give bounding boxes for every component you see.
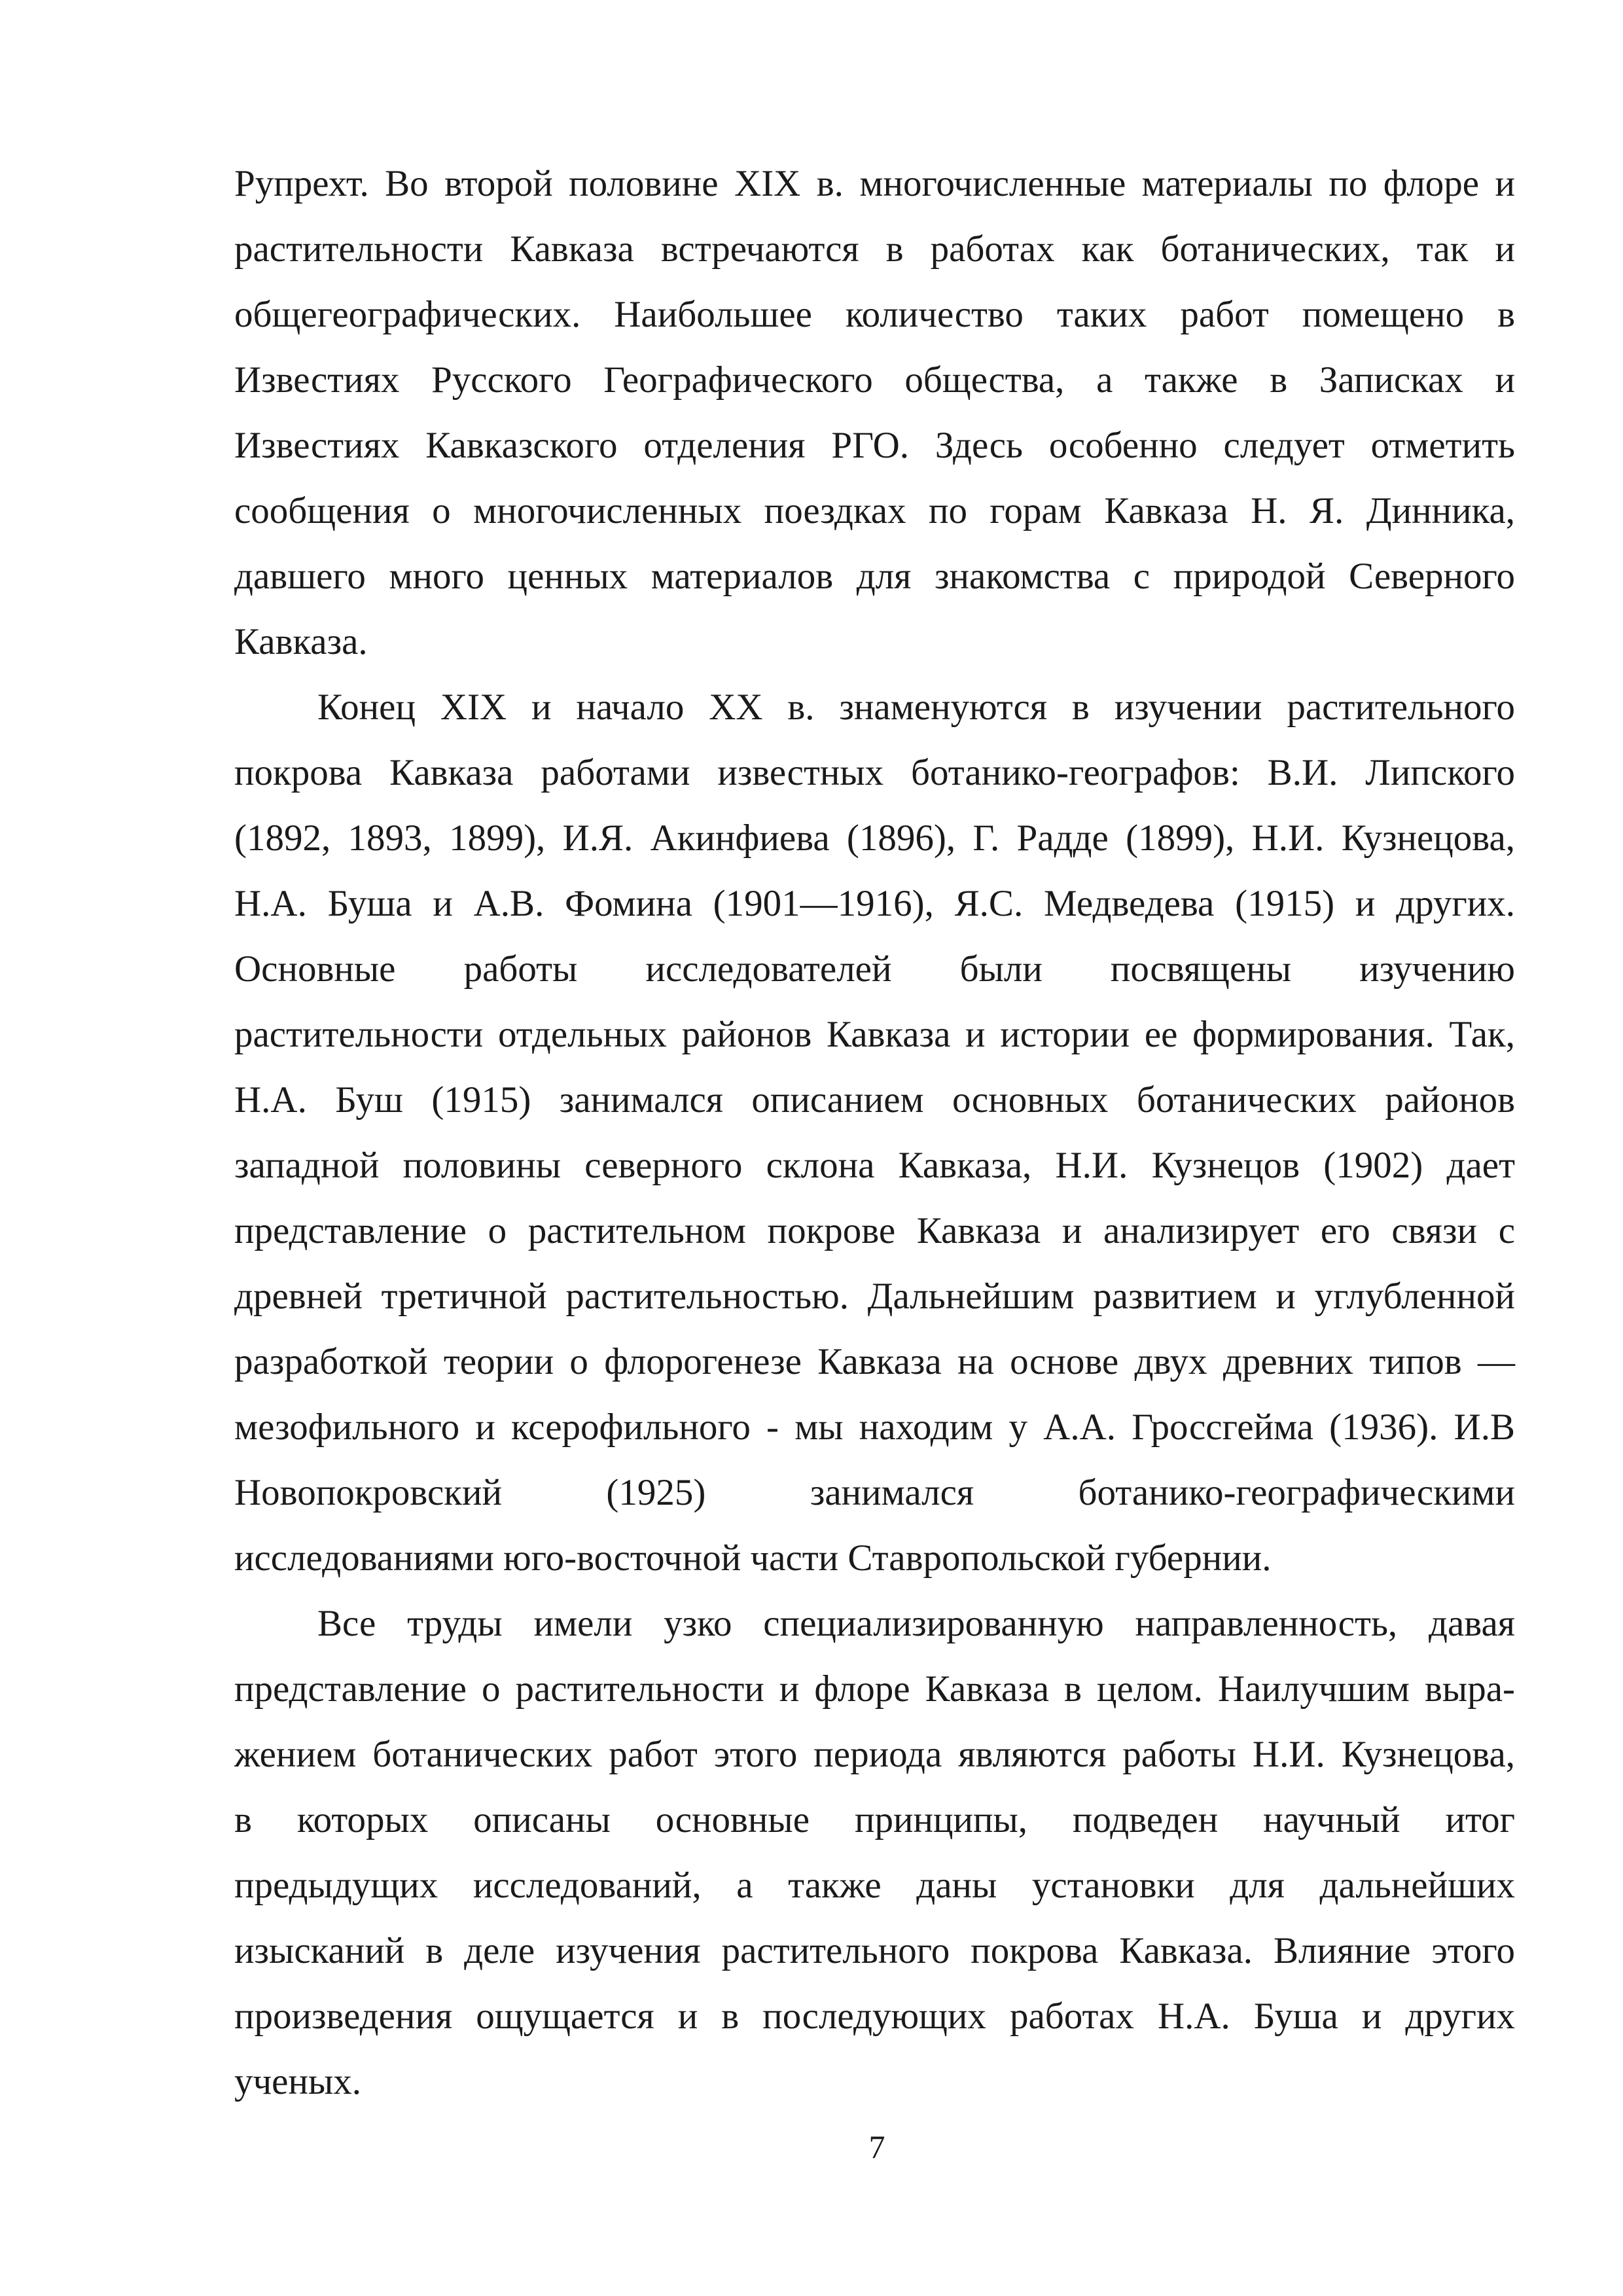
text-line: сообщения о многочисленных поездках по горам Кавказа Н. Я. Динника, (234, 490, 1515, 531)
text-line: Новопокровский (1925) занимался ботанико-географическими (234, 1472, 1515, 1513)
text-line: покрова Кавказа работами известных ботанико-географов: В.И. Липского (234, 752, 1515, 793)
text-line: давшего много ценных материалов для знакомства с природой Северного (234, 556, 1515, 597)
text-line: произведения ощущается и в последующих работах Н.А. Буша и других (234, 1996, 1515, 2037)
text-line: изысканий в деле изучения растительного покрова Кавказа. Влияние этого (234, 1930, 1515, 1971)
text-line: предыдущих исследований, а также даны установки для дальнейших (234, 1865, 1515, 1906)
text-line: растительности Кавказа встречаются в работах как ботанических, так и (234, 228, 1515, 270)
paragraph-first-line: Все труды имели узко специализированную направленность, давая (317, 1603, 1515, 1644)
paragraph-first-line: Конец XIX и начало XX в. знаменуются в изучении растительного (317, 687, 1515, 728)
text-line: (1892, 1893, 1899), И.Я. Акинфиева (1896), Г. Радде (1899), Н.И. Кузнецова, (234, 817, 1515, 859)
text-line: Известиях Русского Географического общества, а также в Записках и (234, 359, 1515, 401)
text-line: общегеографических. Наибольшее количество таких работ помещено в (234, 294, 1515, 335)
page-number: 7 (868, 2128, 885, 2165)
text-line: Н.А. Буш (1915) занимался описанием основных ботанических районов (234, 1079, 1515, 1121)
text-line: Н.А. Буша и А.В. Фомина (1901—1916), Я.С. Медведева (1915) и других. (234, 883, 1515, 924)
text-line: Известиях Кавказского отделения РГО. Здесь особенно следует отметить (234, 425, 1515, 466)
text-line: представление о растительном покрове Кавказа и анализирует его связи с (234, 1210, 1515, 1251)
text-line: жением ботанических работ этого периода являются работы Н.И. Кузнецова, (234, 1734, 1515, 1775)
text-line: западной половины северного склона Кавказа, Н.И. Кузнецов (1902) дает (234, 1145, 1515, 1186)
text-line: в которых описаны основные принципы, подведен научный итог (234, 1799, 1515, 1840)
text-line: Рупрехт. Во второй половине XIX в. многочисленные материалы по флоре и (234, 163, 1515, 204)
text-line: ученых. (234, 2061, 362, 2102)
text-line: Основные работы исследователей были посвящены изучению (234, 948, 1515, 990)
text-line: мезофильного и ксерофильного - мы находим у А.А. Гроссгейма (1936). И.В (234, 1407, 1515, 1448)
text-line: исследованиями юго-восточной части Ставропольской губернии. (234, 1537, 1272, 1579)
text-line: представление о растительности и флоре Кавказа в целом. Наилучшим выра- (234, 1668, 1515, 1710)
text-line: Кавказа. (234, 621, 368, 662)
text-line: растительности отдельных районов Кавказа и истории ее формирования. Так, (234, 1014, 1515, 1055)
text-line: древней третичной растительностью. Дальнейшим развитием и углубленной (234, 1276, 1515, 1317)
text-line: разработкой теории о флорогенезе Кавказа на основе двух древних типов — (234, 1341, 1515, 1382)
